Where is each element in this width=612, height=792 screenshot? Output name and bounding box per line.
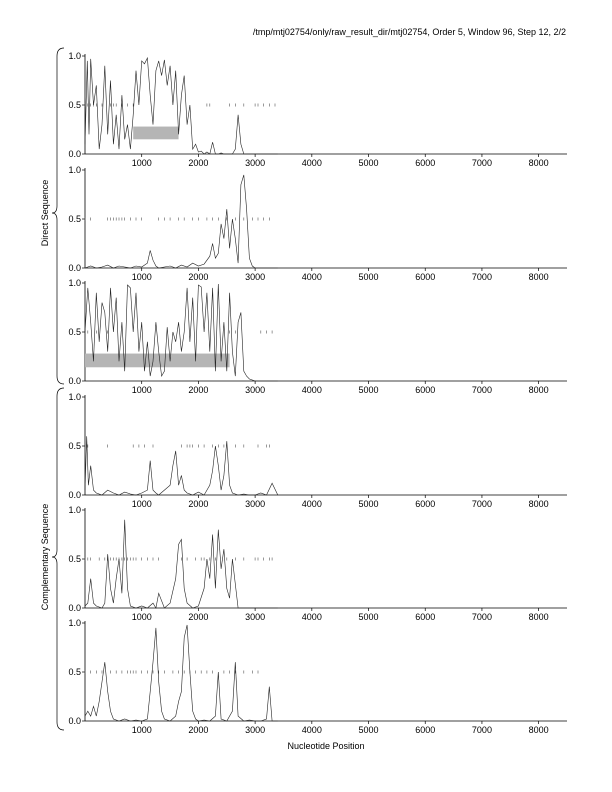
y-tick-label: 0.5	[68, 100, 81, 110]
group-brackets	[52, 48, 64, 730]
series-line	[85, 58, 278, 154]
x-tick-label: 7000	[471, 158, 492, 168]
x-tick-label: 4000	[301, 499, 322, 509]
panel-3	[68, 278, 567, 395]
series-line	[85, 175, 278, 268]
direct-sequence-bracket	[52, 48, 64, 384]
x-tick-label: 8000	[528, 612, 549, 622]
x-tick-label: 7000	[471, 499, 492, 509]
x-tick-label: 1000	[131, 272, 152, 282]
y-tick-label: 0.0	[68, 716, 81, 726]
x-tick-label: 7000	[471, 385, 492, 395]
x-tick-label: 7000	[471, 725, 492, 735]
x-tick-label: 4000	[301, 725, 322, 735]
page-title: /tmp/mtj02754/only/raw_result_dir/mtj02754, Order 5, Window 96, Step 12, 2/2	[252, 27, 566, 37]
panel-6	[68, 618, 567, 735]
threshold-marks	[85, 558, 272, 561]
panels-layer	[68, 51, 567, 735]
x-tick-label: 6000	[415, 272, 436, 282]
y-tick-label: 1.0	[68, 505, 81, 515]
x-tick-label: 2000	[188, 385, 209, 395]
y-tick-label: 1.0	[68, 392, 81, 402]
panel-5	[68, 505, 567, 622]
y-tick-label: 0.5	[68, 554, 81, 564]
x-tick-label: 5000	[358, 725, 379, 735]
x-tick-label: 6000	[415, 612, 436, 622]
threshold-marks	[88, 445, 269, 448]
x-tick-label: 4000	[301, 272, 322, 282]
x-tick-label: 1000	[131, 385, 152, 395]
y-tick-label: 0.5	[68, 214, 81, 224]
region-band	[85, 354, 230, 368]
x-tick-label: 7000	[471, 272, 492, 282]
x-tick-label: 8000	[528, 272, 549, 282]
threshold-marks	[85, 218, 269, 221]
panel-4	[68, 392, 567, 509]
x-tick-label: 1000	[131, 612, 152, 622]
x-tick-label: 4000	[301, 385, 322, 395]
x-tick-label: 5000	[358, 385, 379, 395]
x-tick-label: 3000	[245, 612, 266, 622]
x-tick-label: 8000	[528, 499, 549, 509]
threshold-marks	[85, 104, 275, 107]
y-tick-label: 1.0	[68, 51, 81, 61]
complementary-sequence-bracket	[52, 388, 64, 730]
region-band	[133, 127, 178, 140]
x-tick-label: 3000	[245, 499, 266, 509]
x-tick-label: 5000	[358, 612, 379, 622]
series-line	[85, 625, 278, 721]
y-tick-label: 0.0	[68, 376, 81, 386]
threshold-marks	[85, 671, 258, 674]
x-tick-label: 1000	[131, 158, 152, 168]
y-tick-label: 1.0	[68, 618, 81, 628]
x-tick-label: 3000	[245, 385, 266, 395]
x-tick-label: 3000	[245, 272, 266, 282]
x-tick-label: 2000	[188, 725, 209, 735]
x-tick-label: 1000	[131, 725, 152, 735]
x-tick-label: 5000	[358, 158, 379, 168]
x-tick-label: 6000	[415, 385, 436, 395]
panel-2	[68, 165, 567, 282]
threshold-marks	[88, 331, 272, 334]
x-tick-label: 5000	[358, 499, 379, 509]
x-tick-label: 2000	[188, 158, 209, 168]
x-tick-label: 3000	[245, 725, 266, 735]
y-tick-label: 0.5	[68, 327, 81, 337]
x-tick-label: 2000	[188, 612, 209, 622]
x-tick-label: 7000	[471, 612, 492, 622]
y-tick-label: 0.0	[68, 149, 81, 159]
y-tick-label: 0.0	[68, 263, 81, 273]
x-tick-label: 6000	[415, 499, 436, 509]
x-tick-label: 4000	[301, 612, 322, 622]
y-tick-label: 0.0	[68, 603, 81, 613]
x-tick-label: 6000	[415, 158, 436, 168]
group-label-direct: Direct Sequence	[40, 179, 50, 247]
y-tick-label: 0.5	[68, 667, 81, 677]
x-tick-label: 8000	[528, 158, 549, 168]
x-tick-label: 1000	[131, 499, 152, 509]
x-tick-label: 8000	[528, 385, 549, 395]
x-tick-label: 3000	[245, 158, 266, 168]
x-tick-label: 5000	[358, 272, 379, 282]
y-tick-label: 0.0	[68, 490, 81, 500]
x-tick-label: 6000	[415, 725, 436, 735]
x-tick-label: 2000	[188, 272, 209, 282]
x-tick-label: 8000	[528, 725, 549, 735]
panel-1	[68, 51, 567, 168]
x-tick-label: 2000	[188, 499, 209, 509]
x-tick-label: 4000	[301, 158, 322, 168]
y-tick-label: 0.5	[68, 441, 81, 451]
y-tick-label: 1.0	[68, 165, 81, 175]
series-line	[85, 520, 278, 608]
group-label-complementary: Complementary Sequence	[40, 503, 50, 611]
x-axis-label: Nucleotide Position	[287, 741, 365, 751]
y-tick-label: 1.0	[68, 278, 81, 288]
